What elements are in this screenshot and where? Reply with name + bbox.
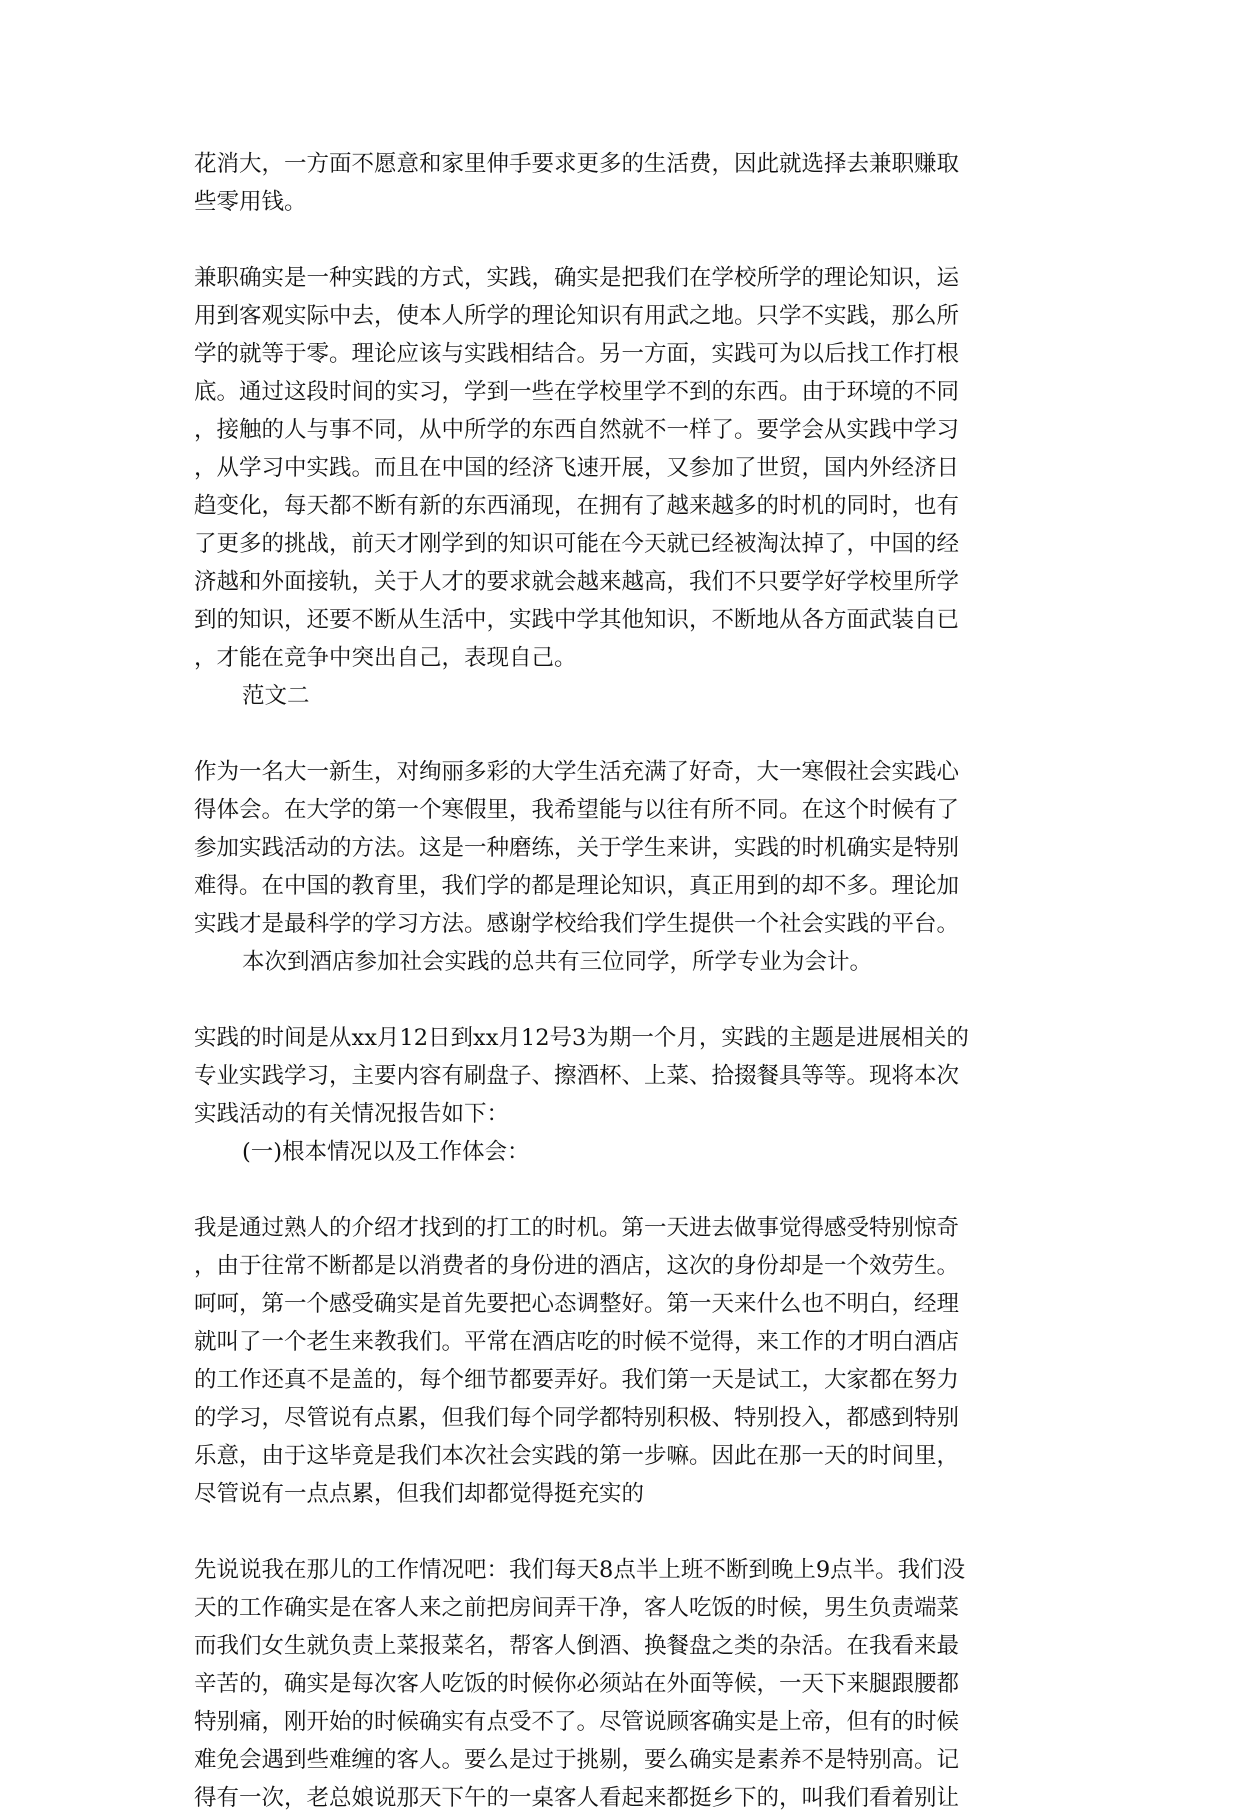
text-line: 就叫了一个老生来教我们。平常在酒店吃的时候不觉得，来工作的才明白酒店	[194, 1329, 960, 1355]
paragraph-gap	[194, 221, 1050, 259]
text-line: 实践才是最科学的学习方法。感谢学校给我们学生提供一个社会实践的平台。	[194, 911, 960, 937]
text-line: 兼职确实是一种实践的方式，实践，确实是把我们在学校所学的理论知识，运	[194, 265, 960, 291]
text-line: ，才能在竞争中突出自己，表现自己。	[194, 645, 577, 671]
text-line: 作为一名大一新生，对绚丽多彩的大学生活充满了好奇，大一寒假社会实践心	[194, 759, 960, 785]
text-line: 的学习，尽管说有点累，但我们每个同学都特别积极、特别投入，都感到特别	[194, 1405, 960, 1431]
text-line: 花消大，一方面不愿意和家里伸手要求更多的生活费，因此就选择去兼职赚取	[194, 151, 960, 177]
text-line: 底。通过这段时间的实习，学到一些在学校里学不到的东西。由于环境的不同	[194, 379, 960, 405]
text-line: ，接触的人与事不同，从中所学的东西自然就不一样了。要学会从实践中学习	[194, 417, 960, 443]
text-line: 尽管说有一点点累，但我们却都觉得挺充实的	[194, 1481, 645, 1507]
text-line: 参加实践活动的方法。这是一种磨练，关于学生来讲，实践的时机确实是特别	[194, 835, 960, 861]
text-line: 特别痛，刚开始的时候确实有点受不了。尽管说顾客确实是上帝，但有的时候	[194, 1709, 960, 1735]
text-line: 学的就等于零。理论应该与实践相结合。另一方面，实践可为以后找工作打根	[194, 341, 960, 367]
text-line: 的工作还真不是盖的，每个细节都要弄好。我们第一天是试工，大家都在努力	[194, 1367, 960, 1393]
text-line: 得有一次，老总娘说那天下午的一桌客人看起来都挺乡下的，叫我们看着别让	[194, 1785, 960, 1811]
text-line: 呵呵，第一个感受确实是首先要把心态调整好。第一天来什么也不明白，经理	[194, 1291, 960, 1317]
text-line: ，从学习中实践。而且在中国的经济飞速开展，又参加了世贸，国内外经济日	[194, 455, 960, 481]
text-line: 辛苦的，确实是每次客人吃饭的时候你必须站在外面等候，一天下来腿跟腰都	[194, 1671, 960, 1697]
indented-text-line: 本次到酒店参加社会实践的总共有三位同学，所学专业为会计。	[242, 949, 873, 975]
text-line: 得体会。在大学的第一个寒假里，我希望能与以往有所不同。在这个时候有了	[194, 797, 960, 823]
text-line: 专业实践学习，主要内容有刷盘子、擦酒杯、上菜、拾掇餐具等等。现将本次	[194, 1063, 960, 1089]
text-line: 到的知识，还要不断从生活中，实践中学其他知识，不断地从各方面武装自已	[194, 607, 960, 633]
document-body	[194, 145, 1050, 1817]
text-line: 先说说我在那儿的工作情况吧：我们每天8点半上班不断到晚上9点半。我们没	[194, 1557, 966, 1583]
text-line: 难免会遇到些难缠的客人。要么是过于挑剔，要么确实是素养不是特别高。记	[194, 1747, 960, 1773]
text-line: 用到客观实际中去，使本人所学的理论知识有用武之地。只学不实践，那么所	[194, 303, 960, 329]
indented-text-line: 范文二	[242, 683, 310, 709]
paragraph-gap	[194, 1171, 1050, 1209]
paragraph-gap	[194, 1513, 1050, 1551]
text-line: 乐意，由于这毕竟是我们本次社会实践的第一步嘛。因此在那一天的时间里，	[194, 1443, 960, 1469]
text-line: 天的工作确实是在客人来之前把房间弄干净，客人吃饭的时候，男生负责端菜	[194, 1595, 960, 1621]
text-line: 些零用钱。	[194, 189, 307, 215]
text-line: 实践的时间是从xx月12日到xx月12号3为期一个月，实践的主题是进展相关的	[194, 1025, 969, 1051]
text-line: 难得。在中国的教育里，我们学的都是理论知识，真正用到的却不多。理论加	[194, 873, 960, 899]
indented-text-line: (一)根本情况以及工作体会：	[242, 1139, 530, 1165]
text-line: 我是通过熟人的介绍才找到的打工的时机。第一天进去做事觉得感受特别惊奇	[194, 1215, 960, 1241]
text-line: 了更多的挑战，前天才刚学到的知识可能在今天就已经被淘汰掉了，中国的经	[194, 531, 960, 557]
text-line: 趋变化，每天都不断有新的东西涌现，在拥有了越来越多的时机的同时，也有	[194, 493, 960, 519]
text-line: 而我们女生就负责上菜报菜名，帮客人倒酒、换餐盘之类的杂活。在我看来最	[194, 1633, 960, 1659]
text-line: ，由于往常不断都是以消费者的身份进的酒店，这次的身份却是一个效劳生。	[194, 1253, 960, 1279]
text-line: 实践活动的有关情况报告如下：	[194, 1101, 510, 1127]
paragraph-gap	[194, 981, 1050, 1019]
text-line: 济越和外面接轨，关于人才的要求就会越来越高，我们不只要学好学校里所学	[194, 569, 960, 595]
paragraph-gap	[194, 715, 1050, 753]
